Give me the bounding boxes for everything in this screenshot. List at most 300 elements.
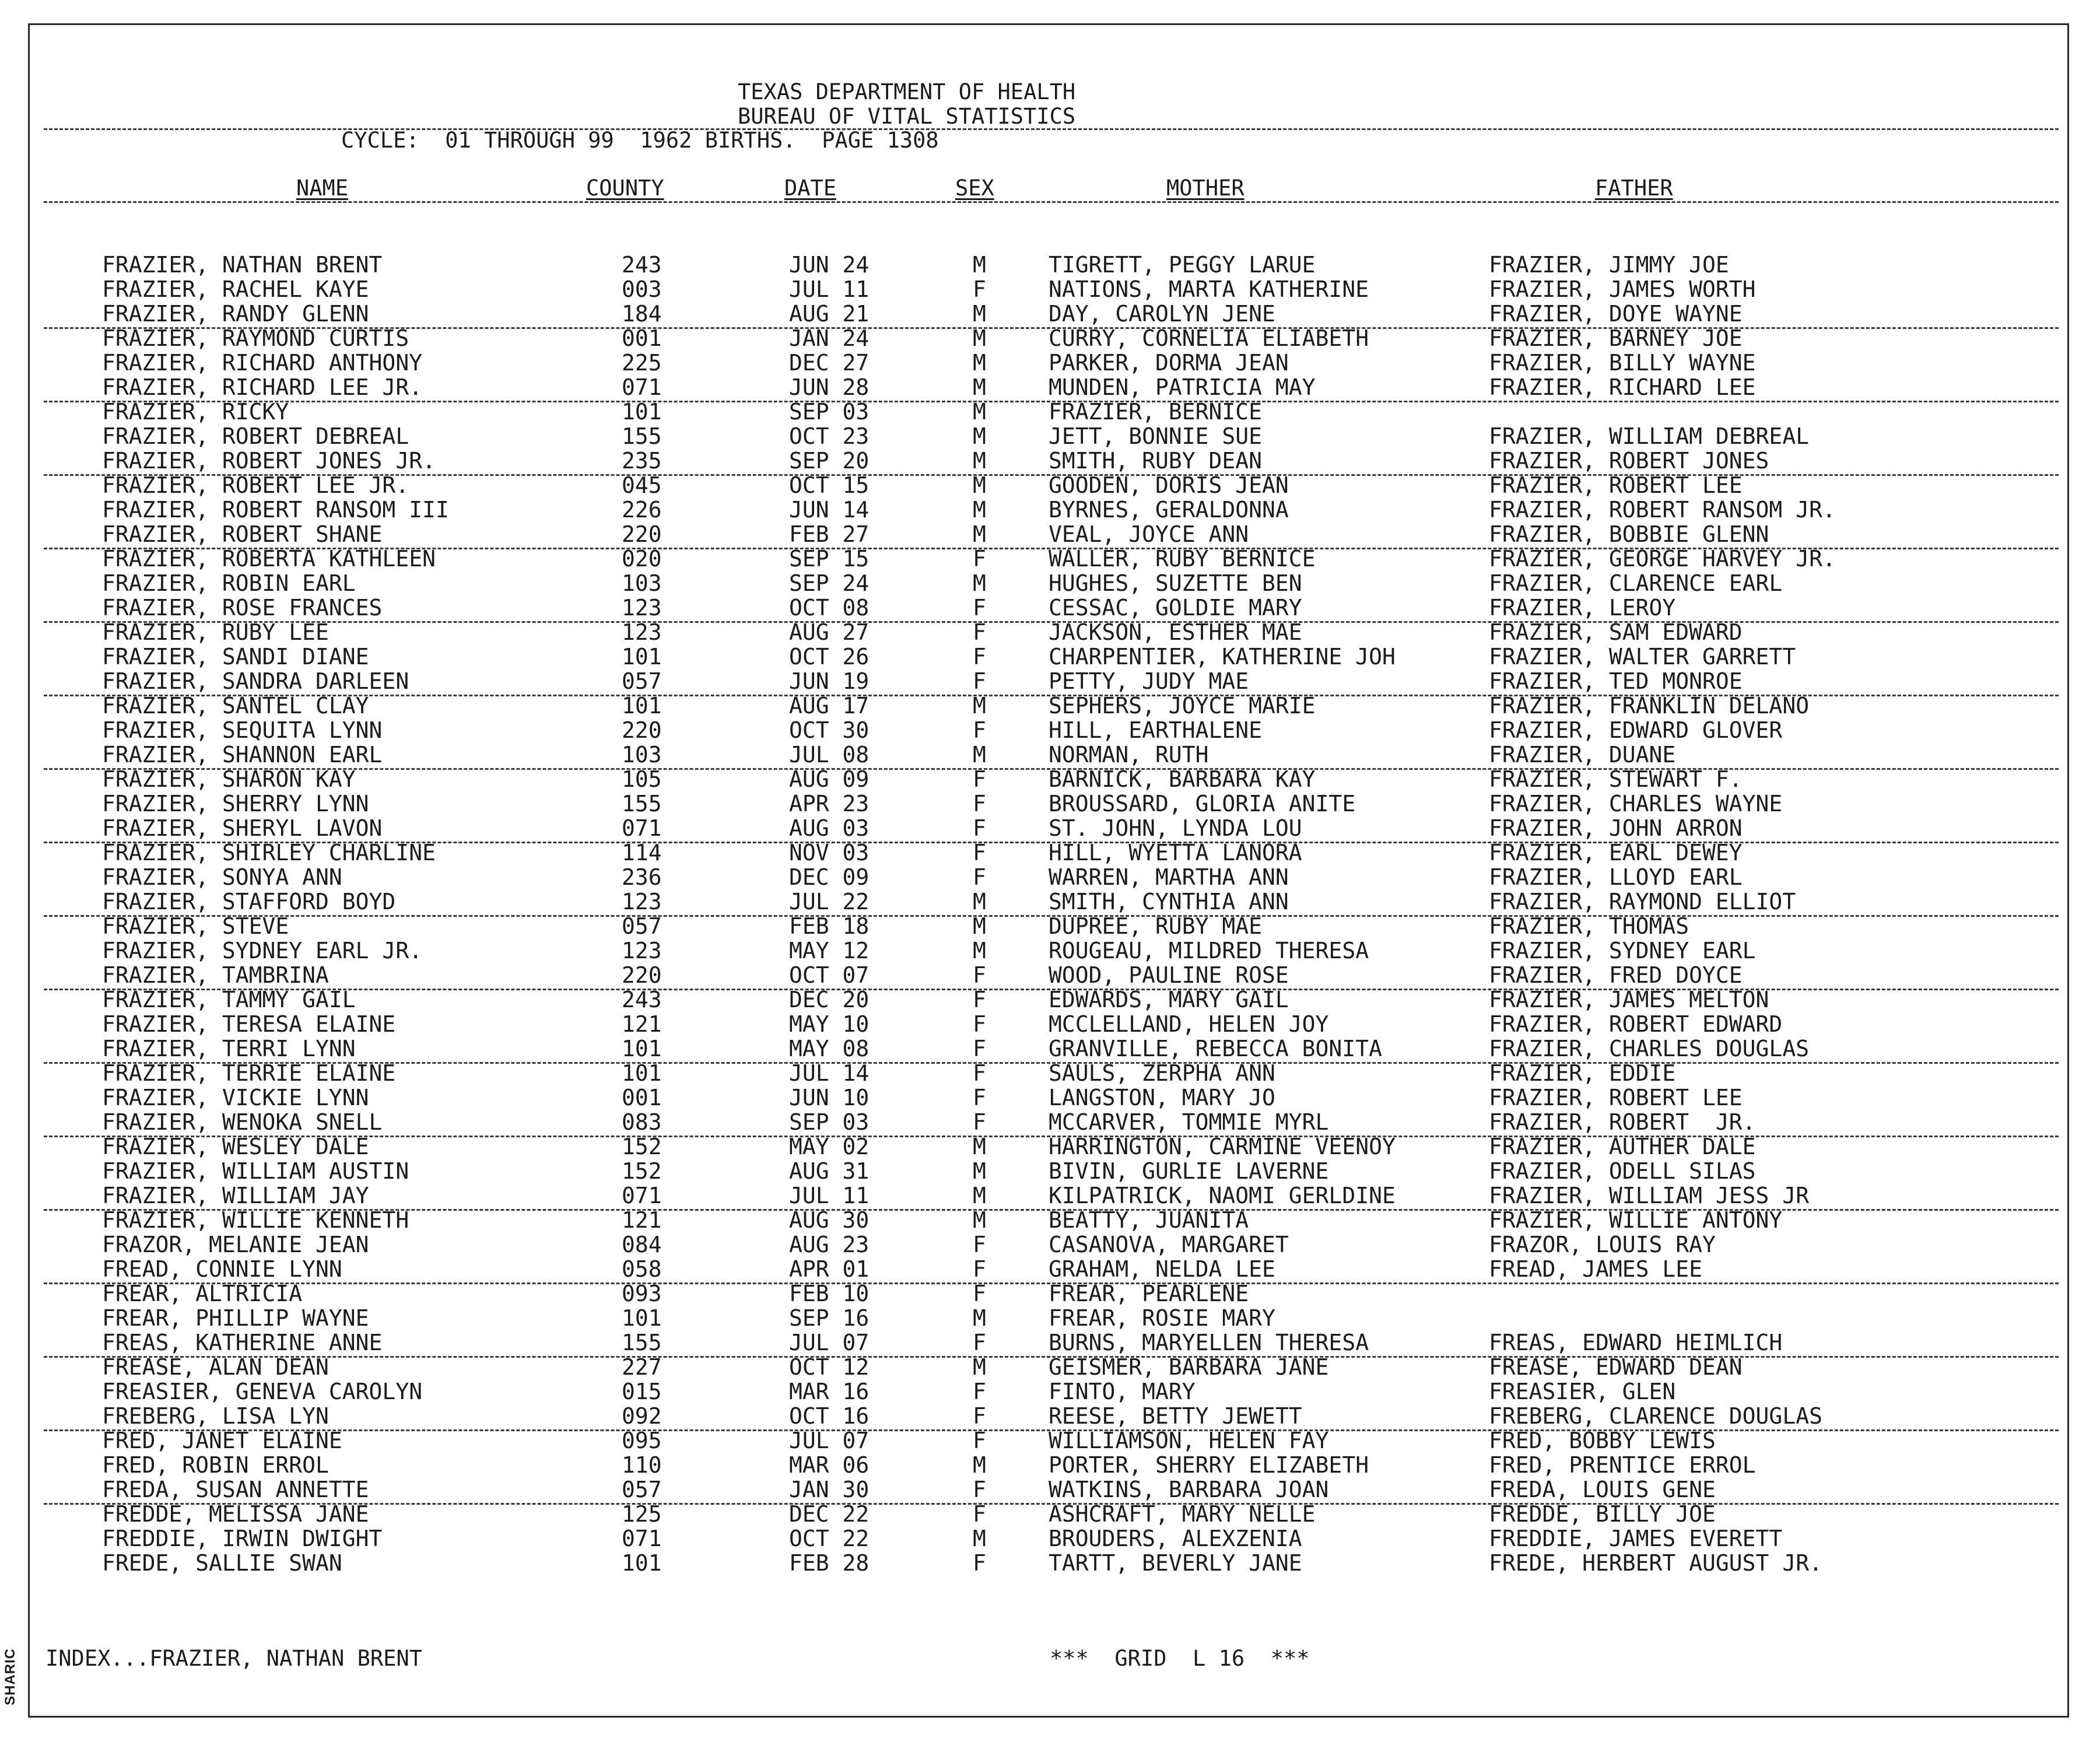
cell-father: FRAZIER, ROBERT LEE [1489, 472, 1743, 498]
table-row [0, 277, 2100, 302]
table-row [0, 963, 2100, 987]
cell-father: FRAZIER, BARNEY JOE [1489, 325, 1743, 351]
cell-name: FRED, JANET ELAINE [102, 1428, 342, 1453]
cell-father: FRAZIER, RAYMOND ELLIOT [1489, 889, 1796, 914]
cell-mother: LANGSTON, MARY JO [1049, 1085, 1275, 1110]
cell-date: APR 23 [789, 791, 870, 817]
cell-date: JUN 10 [789, 1085, 870, 1110]
cell-sex: F [973, 840, 986, 866]
cell-county: 220 [622, 962, 662, 988]
cell-father: FRAZIER, CHARLES DOUGLAS [1489, 1036, 1810, 1061]
side-mark: SHARIC [2, 1648, 18, 1706]
cell-mother: MUNDEN, PATRICIA MAY [1049, 374, 1316, 400]
cell-date: SEP 03 [789, 1109, 870, 1135]
cell-father: FREDA, LOUIS GENE [1489, 1477, 1716, 1502]
cell-county: 071 [622, 374, 662, 400]
table-row [0, 742, 2100, 767]
cell-mother: BYRNES, GERALDONNA [1049, 497, 1289, 523]
cell-mother: TARTT, BEVERLY JANE [1049, 1550, 1302, 1576]
cell-name: FRAZIER, TAMBRINA [102, 962, 329, 988]
cell-mother: PETTY, JUDY MAE [1049, 668, 1249, 694]
cell-father: FREDDE, BILLY JOE [1489, 1501, 1716, 1527]
cell-father: FRAZIER, ODELL SILAS [1489, 1158, 1756, 1184]
table-row [0, 1306, 2100, 1330]
column-header-sex: SEX [955, 176, 994, 201]
cell-name: FRAZIER, ROBERT RANSOM III [102, 497, 449, 523]
cell-mother: SEPHERS, JOYCE MARIE [1049, 693, 1316, 719]
cell-sex: F [973, 668, 986, 694]
cell-sex: M [973, 1158, 986, 1184]
cell-date: AUG 09 [789, 766, 870, 792]
cell-county: 226 [622, 497, 662, 523]
cell-mother: GRANVILLE, REBECCA BONITA [1049, 1036, 1382, 1061]
cell-name: FREAD, CONNIE LYNN [102, 1256, 342, 1282]
cell-father: FRAZIER, ROBERT EDWARD [1489, 1011, 1783, 1037]
cell-mother: CESSAC, GOLDIE MARY [1049, 595, 1302, 621]
cell-date: JUN 28 [789, 374, 870, 400]
table-row [0, 938, 2100, 963]
cell-date: JUL 07 [789, 1428, 870, 1453]
cell-sex: M [973, 472, 986, 498]
cell-date: JAN 24 [789, 325, 870, 351]
cell-mother: GEISMER, BARBARA JANE [1049, 1354, 1329, 1380]
cell-father: FRAZIER, LLOYD EARL [1489, 864, 1743, 890]
cell-sex: M [973, 693, 986, 719]
cell-father: FRAZIER, THOMAS [1489, 913, 1689, 939]
cell-mother: PARKER, DORMA JEAN [1049, 350, 1289, 376]
cell-county: 235 [622, 448, 662, 474]
cell-mother: FREAR, ROSIE MARY [1049, 1305, 1275, 1331]
cell-name: FRAZIER, WENOKA SNELL [102, 1109, 383, 1135]
cell-name: FRAZIER, VICKIE LYNN [102, 1085, 369, 1110]
cell-date: SEP 16 [789, 1305, 870, 1331]
cell-date: MAY 10 [789, 1011, 870, 1037]
table-row [0, 497, 2100, 522]
cell-date: SEP 15 [789, 546, 870, 572]
cell-date: AUG 21 [789, 301, 870, 327]
cell-mother: EDWARDS, MARY GAIL [1049, 987, 1289, 1012]
cell-county: 155 [622, 791, 662, 817]
cell-sex: M [973, 325, 986, 351]
cell-sex: M [973, 1134, 986, 1159]
cell-mother: TIGRETT, PEGGY LARUE [1049, 252, 1316, 278]
cell-county: 084 [622, 1232, 662, 1257]
cell-sex: M [973, 1354, 986, 1380]
table-row [0, 522, 2100, 546]
table-row [0, 718, 2100, 742]
cell-county: 057 [622, 913, 662, 939]
cell-county: 125 [622, 1501, 662, 1527]
cell-sex: F [973, 619, 986, 645]
cell-father: FRAZIER, ROBERT LEE [1489, 1085, 1743, 1110]
cell-mother: WARREN, MARTHA ANN [1049, 864, 1289, 890]
cell-mother: WILLIAMSON, HELEN FAY [1049, 1428, 1329, 1453]
cell-name: FRAZIER, SANTEL CLAY [102, 693, 369, 719]
cell-name: FRAZIER, RANDY GLENN [102, 301, 369, 327]
cell-county: 020 [622, 546, 662, 572]
cell-name: FRAZIER, NATHAN BRENT [102, 252, 383, 278]
table-row [0, 1159, 2100, 1183]
cell-sex: M [973, 1305, 986, 1331]
table-row [0, 1453, 2100, 1477]
cell-date: FEB 27 [789, 521, 870, 547]
cell-sex: F [973, 1550, 986, 1576]
cell-county: 057 [622, 1477, 662, 1502]
table-row [0, 1232, 2100, 1257]
cell-father: FRAZIER, FRED DOYCE [1489, 962, 1743, 988]
cell-mother: FRAZIER, BERNICE [1049, 399, 1263, 425]
cell-name: FRAZIER, TERRI LYNN [102, 1036, 356, 1061]
cell-county: 101 [622, 693, 662, 719]
cell-county: 015 [622, 1379, 662, 1404]
table-row [0, 693, 2100, 718]
cell-name: FRAZIER, ROBIN EARL [102, 570, 356, 596]
table-row [0, 1477, 2100, 1502]
cell-date: AUG 27 [789, 619, 870, 645]
table-row [0, 1379, 2100, 1404]
cell-mother: SAULS, ZERPHA ANN [1049, 1060, 1275, 1086]
cell-sex: M [973, 521, 986, 547]
table-row [0, 1183, 2100, 1208]
table-row [0, 1281, 2100, 1306]
table-row [0, 253, 2100, 277]
cell-date: MAY 08 [789, 1036, 870, 1061]
cell-county: 001 [622, 1085, 662, 1110]
cell-sex: F [973, 1036, 986, 1061]
cell-county: 220 [622, 717, 662, 743]
cell-date: JAN 30 [789, 1477, 870, 1502]
cell-father: FRAZIER, WILLIAM JESS JR [1489, 1183, 1810, 1208]
cell-mother: FINTO, MARY [1049, 1379, 1196, 1404]
cell-name: FRAZIER, RACHEL KAYE [102, 276, 369, 302]
cell-county: 058 [622, 1256, 662, 1282]
table-row [0, 1208, 2100, 1232]
cell-father: FREDDIE, JAMES EVERETT [1489, 1526, 1783, 1551]
table-row [0, 1085, 2100, 1110]
cell-mother: GRAHAM, NELDA LEE [1049, 1256, 1275, 1282]
cell-name: FRAZIER, STEVE [102, 913, 289, 939]
cell-date: OCT 30 [789, 717, 870, 743]
cell-sex: M [973, 913, 986, 939]
cell-county: 184 [622, 301, 662, 327]
cell-name: FRAZIER, RUBY LEE [102, 619, 329, 645]
cell-sex: F [973, 766, 986, 792]
cell-mother: WATKINS, BARBARA JOAN [1049, 1477, 1329, 1502]
cell-date: FEB 18 [789, 913, 870, 939]
cell-date: OCT 08 [789, 595, 870, 621]
cell-mother: ST. JOHN, LYNDA LOU [1049, 815, 1302, 841]
cell-date: AUG 23 [789, 1232, 870, 1257]
cell-mother: HILL, WYETTA LANORA [1049, 840, 1302, 866]
cell-county: 152 [622, 1158, 662, 1184]
cell-name: FRAZIER, SHANNON EARL [102, 742, 383, 768]
cell-father: FRAZIER, JAMES MELTON [1489, 987, 1769, 1012]
table-row [0, 1110, 2100, 1134]
cell-father: FREAS, EDWARD HEIMLICH [1489, 1330, 1783, 1355]
table-row [0, 1330, 2100, 1355]
cell-date: AUG 03 [789, 815, 870, 841]
cell-county: 123 [622, 595, 662, 621]
cell-sex: M [973, 350, 986, 376]
table-row [0, 1551, 2100, 1575]
cell-father: FRAZIER, ROBERT RANSOM JR. [1489, 497, 1836, 523]
table-row [0, 1355, 2100, 1379]
cell-sex: M [973, 252, 986, 278]
table-row [0, 791, 2100, 816]
cell-mother: DUPREE, RUBY MAE [1049, 913, 1263, 939]
cell-name: FRAZIER, TAMMY GAIL [102, 987, 356, 1012]
cell-father: FRAZIER, WILLIE ANTONY [1489, 1207, 1783, 1233]
table-row [0, 424, 2100, 448]
cell-name: FRAZIER, TERRIE ELAINE [102, 1060, 396, 1086]
cell-name: FRAZIER, STAFFORD BOYD [102, 889, 396, 914]
cell-sex: F [973, 1428, 986, 1453]
cell-date: APR 01 [789, 1256, 870, 1282]
table-row [0, 326, 2100, 351]
cell-county: 121 [622, 1011, 662, 1037]
cell-name: FREDA, SUSAN ANNETTE [102, 1477, 369, 1502]
cell-mother: WOOD, PAULINE ROSE [1049, 962, 1289, 988]
cell-name: FRAZIER, SHERYL LAVON [102, 815, 383, 841]
cell-father: FRAZIER, STEWART F. [1489, 766, 1743, 792]
cell-name: FRAZIER, SYDNEY EARL JR. [102, 938, 423, 963]
cell-sex: F [973, 644, 986, 670]
cell-date: DEC 22 [789, 1501, 870, 1527]
cell-sex: M [973, 1183, 986, 1208]
cell-father: FREASE, EDWARD DEAN [1489, 1354, 1743, 1380]
cell-mother: JETT, BONNIE SUE [1049, 423, 1263, 449]
cell-sex: F [973, 1085, 986, 1110]
table-row [0, 1526, 2100, 1551]
cell-date: OCT 12 [789, 1354, 870, 1380]
cell-name: FRAZIER, TERESA ELAINE [102, 1011, 396, 1037]
cell-mother: JACKSON, ESTHER MAE [1049, 619, 1302, 645]
cell-father: FRAZIER, EARL DEWEY [1489, 840, 1743, 866]
cell-father: FRED, BOBBY LEWIS [1489, 1428, 1716, 1453]
table-row [0, 767, 2100, 791]
table-row [0, 448, 2100, 473]
table-row [0, 840, 2100, 865]
cell-sex: F [973, 717, 986, 743]
cell-date: MAR 16 [789, 1379, 870, 1404]
table-row [0, 914, 2100, 938]
cell-father: FRAZIER, WALTER GARRETT [1489, 644, 1796, 670]
cell-date: FEB 10 [789, 1281, 870, 1306]
cell-name: FRAZIER, ROBERT JONES JR. [102, 448, 436, 474]
cell-name: FREAR, PHILLIP WAYNE [102, 1305, 369, 1331]
cell-county: 105 [622, 766, 662, 792]
cell-mother: NATIONS, MARTA KATHERINE [1049, 276, 1369, 302]
cell-mother: MCCARVER, TOMMIE MYRL [1049, 1109, 1329, 1135]
table-row [0, 302, 2100, 326]
cell-date: JUN 24 [789, 252, 870, 278]
cell-date: DEC 20 [789, 987, 870, 1012]
table-row [0, 400, 2100, 424]
table-row [0, 375, 2100, 400]
column-header-county: COUNTY [586, 176, 664, 201]
cell-county: 003 [622, 276, 662, 302]
table-row [0, 865, 2100, 889]
cell-sex: M [973, 448, 986, 474]
header-title-2: BUREAU OF VITAL STATISTICS [738, 104, 1076, 129]
cell-name: FRAZOR, MELANIE JEAN [102, 1232, 369, 1257]
cell-date: JUL 22 [789, 889, 870, 914]
cell-date: MAY 02 [789, 1134, 870, 1159]
cell-father: FRED, PRENTICE ERROL [1489, 1452, 1756, 1478]
cell-sex: F [973, 1060, 986, 1086]
cell-county: 101 [622, 1036, 662, 1061]
cell-father: FRAZIER, CLARENCE EARL [1489, 570, 1783, 596]
cell-sex: F [973, 1281, 986, 1306]
column-header-father: FATHER [1595, 176, 1673, 201]
cell-name: FRAZIER, RICHARD ANTHONY [102, 350, 423, 376]
cell-father: FRAZIER, JOHN ARRON [1489, 815, 1743, 841]
table-row [0, 889, 2100, 914]
cell-mother: BROUSSARD, GLORIA ANITE [1049, 791, 1356, 817]
cell-mother: BIVIN, GURLIE LAVERNE [1049, 1158, 1329, 1184]
footer-index: INDEX...FRAZIER, NATHAN BRENT [45, 1646, 423, 1671]
cell-name: FREBERG, LISA LYN [102, 1403, 329, 1429]
cell-sex: M [973, 497, 986, 523]
cell-date: AUG 30 [789, 1207, 870, 1233]
cell-date: JUL 07 [789, 1330, 870, 1355]
cell-name: FRAZIER, ROBERTA KATHLEEN [102, 546, 436, 572]
column-header-name: NAME [296, 176, 349, 201]
cell-name: FREAS, KATHERINE ANNE [102, 1330, 383, 1355]
cell-father: FRAZIER, DUANE [1489, 742, 1676, 768]
cell-name: FRAZIER, ROBERT LEE JR. [102, 472, 409, 498]
cell-sex: F [973, 1379, 986, 1404]
cell-sex: F [973, 815, 986, 841]
cell-county: 071 [622, 815, 662, 841]
table-row [0, 473, 2100, 497]
cell-county: 123 [622, 889, 662, 914]
cell-date: OCT 22 [789, 1526, 870, 1551]
cell-county: 155 [622, 1330, 662, 1355]
cell-name: FREDDIE, IRWIN DWIGHT [102, 1526, 383, 1551]
cell-father: FRAZIER, SAM EDWARD [1489, 619, 1743, 645]
cell-sex: F [973, 864, 986, 890]
column-header-date: DATE [784, 176, 837, 201]
cell-mother: BARNICK, BARBARA KAY [1049, 766, 1316, 792]
cell-sex: F [973, 1403, 986, 1429]
cell-mother: BEATTY, JUANITA [1049, 1207, 1249, 1233]
cell-date: AUG 31 [789, 1158, 870, 1184]
cell-date: OCT 15 [789, 472, 870, 498]
cell-name: FRAZIER, SHIRLEY CHARLINE [102, 840, 436, 866]
cell-date: MAY 12 [789, 938, 870, 963]
cell-date: MAR 06 [789, 1452, 870, 1478]
cell-date: AUG 17 [789, 693, 870, 719]
cell-name: FRAZIER, SONYA ANN [102, 864, 342, 890]
cell-mother: REESE, BETTY JEWETT [1049, 1403, 1302, 1429]
cell-father: FREAD, JAMES LEE [1489, 1256, 1703, 1282]
header-title-1: TEXAS DEPARTMENT OF HEALTH [738, 79, 1076, 104]
cell-mother: BURNS, MARYELLEN THERESA [1049, 1330, 1369, 1355]
cell-mother: HARRINGTON, CARMINE VEENOY [1049, 1134, 1396, 1159]
cell-sex: F [973, 1232, 986, 1257]
table-row [0, 1428, 2100, 1453]
cell-father: FRAZIER, AUTHER DALE [1489, 1134, 1756, 1159]
cell-sex: F [973, 276, 986, 302]
cell-county: 092 [622, 1403, 662, 1429]
cell-sex: F [973, 962, 986, 988]
cell-sex: F [973, 1011, 986, 1037]
cell-sex: M [973, 301, 986, 327]
cell-county: 243 [622, 987, 662, 1012]
cell-sex: M [973, 570, 986, 596]
cell-county: 095 [622, 1428, 662, 1453]
cell-name: FREDE, SALLIE SWAN [102, 1550, 342, 1576]
cell-sex: M [973, 399, 986, 425]
cell-name: FRAZIER, WILLIAM JAY [102, 1183, 369, 1208]
cell-date: SEP 20 [789, 448, 870, 474]
cell-name: FRED, ROBIN ERROL [102, 1452, 329, 1478]
cell-mother: ASHCRAFT, MARY NELLE [1049, 1501, 1316, 1527]
cell-father: FRAZIER, EDWARD GLOVER [1489, 717, 1783, 743]
cell-date: NOV 03 [789, 840, 870, 866]
cell-name: FRAZIER, RICKY [102, 399, 289, 425]
table-row [0, 1061, 2100, 1085]
table-row [0, 816, 2100, 840]
cell-name: FREDDE, MELISSA JANE [102, 1501, 369, 1527]
cell-father: FRAZIER, JAMES WORTH [1489, 276, 1756, 302]
cell-sex: M [973, 1452, 986, 1478]
cell-county: 103 [622, 742, 662, 768]
cell-county: 110 [622, 1452, 662, 1478]
cell-county: 227 [622, 1354, 662, 1380]
cell-date: JUL 11 [789, 276, 870, 302]
cell-date: OCT 16 [789, 1403, 870, 1429]
table-row [0, 620, 2100, 644]
cell-sex: F [973, 987, 986, 1012]
cell-name: FRAZIER, SANDI DIANE [102, 644, 369, 670]
cell-name: FRAZIER, ROSE FRANCES [102, 595, 383, 621]
cell-date: JUL 08 [789, 742, 870, 768]
cell-date: OCT 07 [789, 962, 870, 988]
cell-father: FRAZIER, EDDIE [1489, 1060, 1676, 1086]
cell-father: FRAZIER, ROBERT JR. [1489, 1109, 1756, 1135]
table-row [0, 1134, 2100, 1159]
cell-date: DEC 27 [789, 350, 870, 376]
cell-father: FREDE, HERBERT AUGUST JR. [1489, 1550, 1822, 1576]
cell-county: 225 [622, 350, 662, 376]
cell-mother: KILPATRICK, NAOMI GERLDINE [1049, 1183, 1396, 1208]
table-row [0, 595, 2100, 620]
cell-name: FRAZIER, SEQUITA LYNN [102, 717, 383, 743]
table-row [0, 351, 2100, 375]
cell-name: FRAZIER, ROBERT SHANE [102, 521, 383, 547]
cell-father: FRAZIER, FRANKLIN DELANO [1489, 693, 1810, 719]
cell-mother: FREAR, PEARLENE [1049, 1281, 1249, 1306]
cell-father: FRAZIER, GEORGE HARVEY JR. [1489, 546, 1836, 572]
cell-sex: M [973, 423, 986, 449]
cell-mother: SMITH, CYNTHIA ANN [1049, 889, 1289, 914]
cell-county: 220 [622, 521, 662, 547]
cell-father: FRAZIER, RICHARD LEE [1489, 374, 1756, 400]
cell-sex: F [973, 1256, 986, 1282]
cell-father: FRAZIER, CHARLES WAYNE [1489, 791, 1783, 817]
cell-county: 071 [622, 1183, 662, 1208]
table-row [0, 546, 2100, 571]
table-row [0, 571, 2100, 595]
cell-mother: CURRY, CORNELIA ELIABETH [1049, 325, 1369, 351]
cell-date: OCT 23 [789, 423, 870, 449]
cell-father: FRAZIER, LEROY [1489, 595, 1676, 621]
cell-father: FRAZIER, SYDNEY EARL [1489, 938, 1756, 963]
cell-mother: SMITH, RUBY DEAN [1049, 448, 1263, 474]
cell-father: FRAZIER, TED MONROE [1489, 668, 1743, 694]
